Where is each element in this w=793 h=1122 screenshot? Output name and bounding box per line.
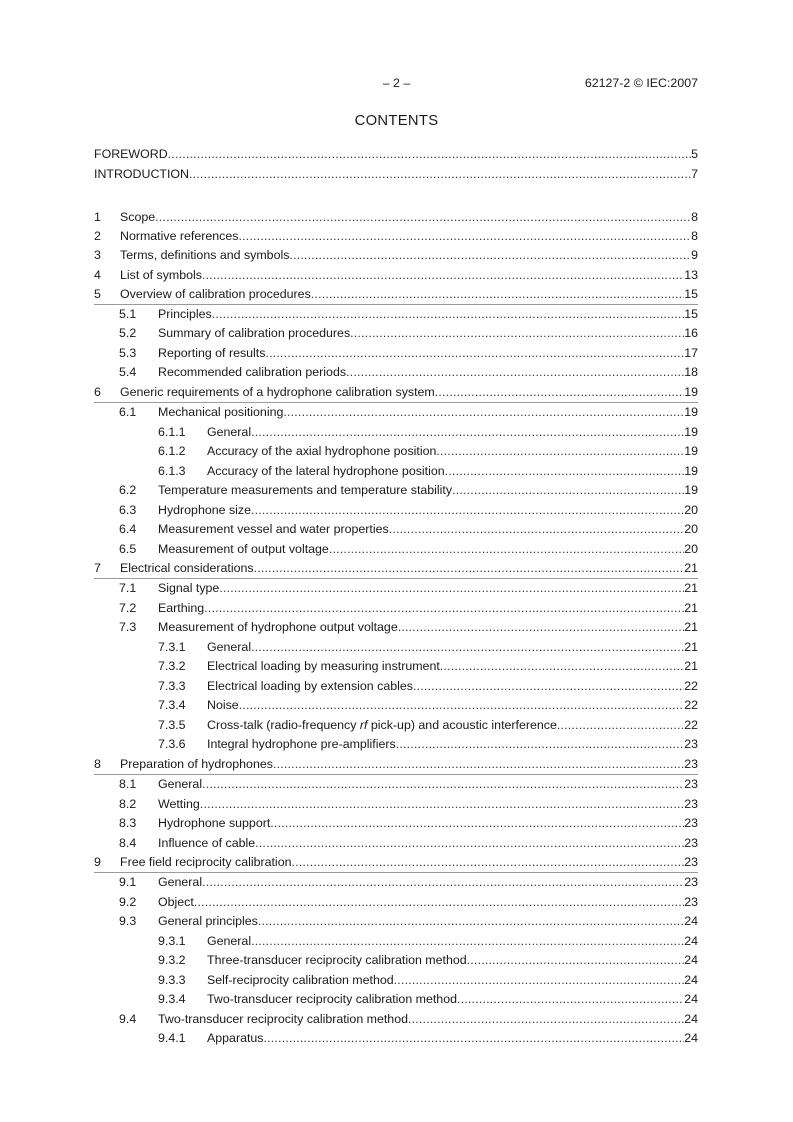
- toc-entry[interactable]: [94, 990, 698, 1010]
- dot-leader: [389, 520, 684, 540]
- toc-entry[interactable]: [94, 403, 698, 423]
- toc-entry-page: 20: [684, 522, 698, 537]
- toc-entry-page: 18: [684, 365, 698, 380]
- toc-entry-page: 21: [684, 600, 698, 615]
- toc-entry-page: 19: [684, 384, 698, 399]
- toc-entry-title: Hydrophone support: [158, 816, 271, 830]
- toc-entry-number: 7.3.1: [158, 639, 186, 654]
- toc-entry-page: 22: [684, 717, 698, 732]
- dot-leader: [396, 735, 684, 755]
- toc-entry-page: 23: [684, 894, 698, 909]
- toc-entry[interactable]: [94, 145, 698, 165]
- dot-leader: [329, 540, 684, 560]
- toc-entry-title: Principles: [158, 306, 212, 321]
- dot-leader: [350, 324, 684, 344]
- toc-entry-title: Two-transducer reciprocity calibration method: [158, 1011, 408, 1026]
- toc-entry[interactable]: [94, 305, 698, 325]
- toc-entry[interactable]: [94, 540, 698, 560]
- toc-entry-page: 19: [684, 483, 698, 498]
- toc-entry[interactable]: [94, 383, 698, 403]
- toc-entry-number: 7.1: [119, 581, 137, 596]
- toc-entry-number: 4: [94, 267, 101, 282]
- toc-entry-number: 9.1: [119, 875, 137, 890]
- toc-entry-number: 9.3.4: [158, 992, 186, 1007]
- toc-entry-page: 17: [684, 345, 698, 360]
- toc-entry-page: 23: [684, 756, 698, 771]
- toc-entry[interactable]: [94, 285, 698, 305]
- toc-entry-number: 9.3: [119, 914, 137, 929]
- toc-entry[interactable]: [94, 657, 698, 677]
- toc-entry-page: 24: [684, 1011, 698, 1026]
- toc-entry-page: 23: [684, 816, 698, 830]
- toc-entry-page: 22: [684, 698, 698, 713]
- toc-entry-page: 23: [684, 737, 698, 752]
- toc-entry-title: General: [207, 424, 252, 439]
- toc-entry-title: Generic requirements of a hydrophone calibration system: [120, 384, 435, 399]
- toc-entry-page: 24: [684, 933, 698, 948]
- toc-entry-title: Object: [158, 894, 194, 909]
- toc-entry-title: Recommended calibration periods: [158, 365, 347, 380]
- toc-entry-page: 21: [684, 561, 698, 576]
- toc-entry-title: Wetting: [158, 796, 200, 811]
- dot-leader: [467, 951, 685, 971]
- toc-entry-number: 6.1: [119, 405, 137, 420]
- dot-leader: [202, 266, 684, 285]
- dot-leader: [289, 246, 691, 265]
- toc-entry-page: 23: [684, 796, 698, 811]
- toc-entry[interactable]: [94, 559, 698, 579]
- toc-entry[interactable]: [94, 716, 698, 736]
- toc-entry-number: 7.3.3: [158, 678, 186, 693]
- toc-entry-title: Signal type: [158, 581, 220, 596]
- toc-entry-page: 23: [684, 835, 698, 850]
- toc-entry[interactable]: [94, 599, 698, 619]
- toc-entry-number: 1: [94, 210, 101, 224]
- toc-entry-title: Integral hydrophone pre-amplifiers: [207, 737, 396, 752]
- dot-leader: [445, 462, 685, 482]
- toc-entry-number: 6.4: [119, 522, 137, 537]
- toc-entry-page: 19: [684, 444, 698, 459]
- page-title: CONTENTS: [354, 113, 439, 129]
- toc-entry[interactable]: [94, 344, 698, 364]
- toc-entry[interactable]: [94, 735, 698, 755]
- toc-entry-title: General: [207, 933, 252, 948]
- toc-entry-title: Earthing: [158, 600, 205, 615]
- toc-entry-title: Summary of calibration procedures: [158, 326, 351, 341]
- toc-entry-page: 24: [684, 953, 698, 968]
- toc-entry[interactable]: [94, 1029, 698, 1049]
- dot-leader: [251, 423, 684, 443]
- toc-entry[interactable]: [94, 951, 698, 971]
- toc-entry-page: 15: [684, 286, 698, 301]
- toc-entry-page: 24: [684, 972, 698, 987]
- dot-leader: [168, 145, 691, 165]
- toc-entry-number: 9.3.3: [158, 972, 186, 987]
- dot-leader: [436, 442, 684, 462]
- toc-entry-page: 20: [684, 502, 698, 517]
- dot-leader: [189, 165, 691, 185]
- toc-entry-number: 8.4: [119, 835, 137, 850]
- toc-entry-title: Preparation of hydrophones: [120, 756, 273, 771]
- toc-entry-number: 8.2: [119, 796, 137, 811]
- toc-entry-title: General: [207, 639, 252, 654]
- table-of-contents: [94, 145, 698, 1049]
- toc-entry-title: INTRODUCTION: [94, 166, 189, 181]
- dot-leader: [452, 481, 684, 501]
- dot-leader: [291, 853, 684, 872]
- toc-entry[interactable]: [94, 755, 698, 775]
- toc-entry-page: 13: [684, 267, 698, 282]
- toc-entry[interactable]: [94, 873, 698, 893]
- toc-entry-title: List of symbols: [120, 267, 202, 282]
- toc-entry[interactable]: [94, 834, 698, 854]
- toc-entry-number: 8.1: [119, 777, 137, 791]
- toc-entry[interactable]: [94, 165, 698, 185]
- toc-entry-page: 16: [684, 326, 698, 341]
- dot-leader: [311, 285, 684, 304]
- toc-entry[interactable]: [94, 324, 698, 344]
- dot-leader: [255, 834, 684, 854]
- dot-leader: [239, 696, 685, 716]
- toc-entry-number: 9.2: [119, 894, 137, 909]
- toc-entry-number: 7.2: [119, 600, 137, 615]
- dot-leader: [254, 559, 685, 578]
- dot-leader: [212, 305, 684, 325]
- dot-leader: [202, 775, 684, 795]
- toc-entry-title: Measurement vessel and water properties: [158, 522, 389, 537]
- dot-leader: [408, 1010, 684, 1030]
- toc-entry-number: 9.3.1: [158, 933, 186, 948]
- dot-leader: [238, 227, 691, 246]
- toc-entry-title: Self-reciprocity calibration method: [207, 972, 394, 987]
- toc-entry[interactable]: [94, 423, 698, 443]
- toc-entry-title: Accuracy of the lateral hydrophone position: [207, 463, 445, 478]
- toc-entry-page: 24: [684, 1031, 698, 1046]
- toc-entry-number: 7.3.4: [158, 698, 186, 713]
- toc-entry-title: Electrical loading by extension cables: [207, 678, 413, 693]
- toc-entry-number: 7.3.5: [158, 717, 186, 732]
- toc-entry-page: 8: [691, 229, 698, 244]
- toc-entry[interactable]: [94, 893, 698, 913]
- toc-entry[interactable]: [94, 579, 698, 599]
- toc-entry[interactable]: [94, 227, 698, 246]
- toc-entry[interactable]: [94, 520, 698, 540]
- toc-entry[interactable]: [94, 677, 698, 697]
- toc-entry-title: Measurement of hydrophone output voltage: [158, 620, 398, 635]
- toc-entry-title: Influence of cable: [158, 835, 256, 850]
- dot-leader: [346, 363, 684, 383]
- toc-entry[interactable]: [94, 246, 698, 265]
- toc-entry[interactable]: [94, 363, 698, 383]
- toc-entry[interactable]: [94, 912, 698, 932]
- dot-leader: [251, 501, 684, 521]
- toc-entry[interactable]: [94, 1010, 698, 1030]
- toc-entry[interactable]: [94, 208, 698, 227]
- toc-entry-title: Normative references: [120, 229, 239, 244]
- dot-leader: [204, 599, 684, 619]
- dot-leader: [557, 716, 684, 736]
- dot-leader: [435, 383, 684, 402]
- toc-entry-title: Reporting of results: [158, 345, 266, 360]
- toc-entry-page: 21: [684, 620, 698, 635]
- toc-entry-title: FOREWORD: [94, 147, 168, 161]
- toc-entry-number: 5.2: [119, 326, 137, 341]
- toc-entry[interactable]: [94, 501, 698, 521]
- toc-entry-page: 21: [684, 639, 698, 654]
- toc-entry-number: 6.1.3: [158, 463, 186, 478]
- toc-entry-title: Terms, definitions and symbols: [120, 248, 290, 263]
- dot-leader: [202, 873, 684, 893]
- dot-leader: [273, 755, 684, 774]
- toc-entry[interactable]: [94, 618, 698, 638]
- toc-entry[interactable]: [94, 462, 698, 482]
- toc-entry-title: General principles: [158, 914, 258, 929]
- toc-entry-number: 6.5: [119, 541, 137, 556]
- toc-entry[interactable]: [94, 795, 698, 815]
- toc-entry-number: 8.3: [119, 816, 137, 830]
- toc-entry-title: Electrical considerations: [120, 561, 254, 576]
- toc-entry-number: 6: [94, 384, 101, 399]
- toc-entry-title: General: [158, 777, 203, 791]
- toc-entry-number: 7.3.2: [158, 659, 186, 674]
- toc-entry[interactable]: [94, 266, 698, 285]
- page-number: – 2 –: [382, 76, 411, 90]
- toc-entry-title: Scope: [120, 210, 156, 224]
- toc-entry-number: 6.2: [119, 483, 137, 498]
- toc-entry-page: 15: [684, 306, 698, 321]
- toc-entry-number: 6.1.2: [158, 444, 186, 459]
- dot-leader: [270, 814, 684, 834]
- toc-entry-title: Noise: [207, 698, 239, 713]
- toc-entry-title: Cross-talk (radio-frequency rf pick-up) and acoustic interference: [207, 717, 557, 732]
- dot-leader: [251, 932, 684, 952]
- toc-entry-number: 5.1: [119, 306, 137, 321]
- toc-entry-page: 8: [691, 210, 698, 224]
- toc-entry-number: 6.1.1: [158, 424, 186, 439]
- toc-entry[interactable]: [94, 481, 698, 501]
- toc-entry[interactable]: [94, 775, 698, 795]
- toc-entry[interactable]: [94, 971, 698, 991]
- toc-entry-number: 9.4.1: [158, 1031, 186, 1046]
- dot-leader: [194, 893, 684, 913]
- toc-entry-number: 7: [94, 561, 101, 576]
- toc-entry-title: Temperature measurements and temperature stability: [158, 483, 453, 498]
- dot-leader: [263, 1029, 684, 1049]
- toc-entry-title: Two-transducer reciprocity calibration method: [207, 992, 457, 1007]
- toc-entry-page: 21: [684, 659, 698, 674]
- dot-leader: [440, 657, 684, 677]
- toc-entry-page: 19: [684, 405, 698, 420]
- toc-entry-number: 2: [94, 229, 101, 244]
- toc-entry-page: 5: [691, 147, 698, 161]
- dot-leader: [394, 971, 685, 991]
- toc-entry-page: 9: [691, 248, 698, 263]
- toc-entry[interactable]: [94, 696, 698, 716]
- toc-entry-number: 9.4: [119, 1011, 137, 1026]
- toc-entry[interactable]: [94, 442, 698, 462]
- toc-entry-title: Accuracy of the axial hydrophone position: [207, 444, 437, 459]
- toc-entry-title: Free field reciprocity calibration: [120, 855, 292, 869]
- toc-entry-title: Overview of calibration procedures: [120, 286, 311, 301]
- toc-entry-page: 24: [684, 914, 698, 929]
- toc-entry-page: 23: [684, 875, 698, 890]
- dot-leader: [258, 912, 684, 932]
- dot-leader: [200, 795, 684, 815]
- toc-entry-page: 23: [684, 777, 698, 791]
- toc-entry-title: Mechanical positioning: [158, 405, 284, 420]
- toc-entry-page: 22: [684, 678, 698, 693]
- toc-entry-number: 8: [94, 756, 101, 771]
- dot-leader: [283, 403, 684, 423]
- toc-entry-page: 7: [691, 166, 698, 181]
- toc-entry-number: 5: [94, 286, 101, 301]
- toc-entry-title: Three-transducer reciprocity calibration method: [207, 953, 467, 968]
- toc-entry-title: Measurement of output voltage: [158, 541, 329, 556]
- toc-entry-number: 6.3: [119, 502, 137, 517]
- toc-entry-number: 9.3.2: [158, 953, 186, 968]
- toc-entry[interactable]: [94, 932, 698, 952]
- toc-entry-number: 7.3.6: [158, 737, 186, 752]
- dot-leader: [155, 208, 691, 227]
- toc-entry-number: 3: [94, 248, 101, 263]
- toc-entry-title: Apparatus: [207, 1031, 264, 1046]
- toc-entry-number: 5.3: [119, 345, 137, 360]
- toc-entry-title: General: [158, 875, 203, 890]
- toc-entry-page: 19: [684, 424, 698, 439]
- toc-entry-number: 5.4: [119, 365, 137, 380]
- dot-leader: [251, 638, 684, 658]
- toc-entry[interactable]: [94, 853, 698, 873]
- toc-entry-page: 19: [684, 463, 698, 478]
- dot-leader: [219, 579, 684, 599]
- toc-entry-page: 23: [684, 855, 698, 869]
- toc-entry-page: 24: [684, 992, 698, 1007]
- dot-leader: [265, 344, 684, 364]
- toc-entry-page: 20: [684, 541, 698, 556]
- toc-entry[interactable]: [94, 814, 698, 834]
- toc-entry-title: Hydrophone size: [158, 502, 251, 517]
- toc-entry-page: 21: [684, 581, 698, 596]
- dot-leader: [398, 618, 684, 638]
- toc-entry[interactable]: [94, 638, 698, 658]
- dot-leader: [413, 677, 684, 697]
- toc-entry-title: Electrical loading by measuring instrument: [207, 659, 440, 674]
- document-id: 62127-2 © IEC:2007: [584, 76, 698, 90]
- toc-entry-number: 9: [94, 855, 101, 869]
- toc-entry-number: 7.3: [119, 620, 137, 635]
- dot-leader: [457, 990, 684, 1010]
